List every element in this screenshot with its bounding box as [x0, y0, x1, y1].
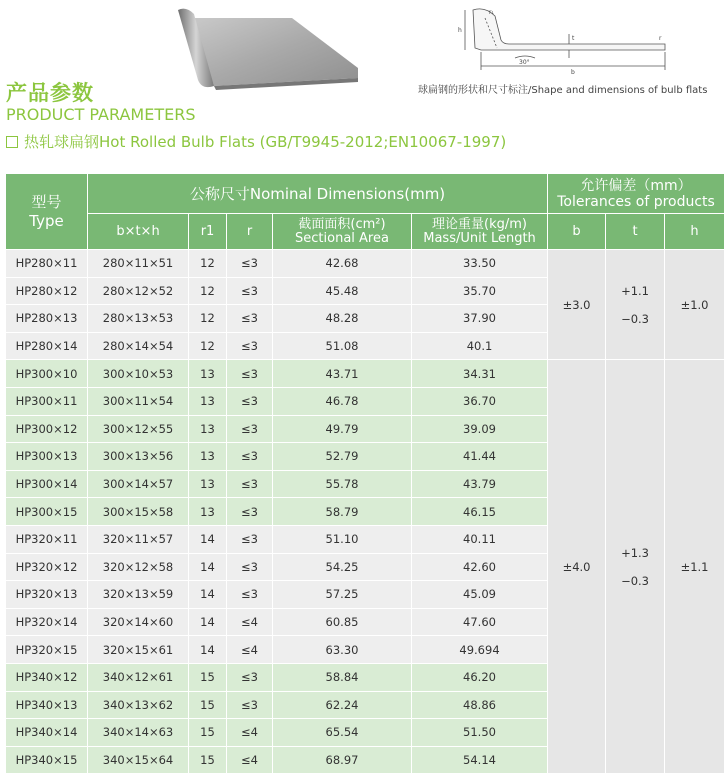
r1-header: r1 — [189, 214, 227, 250]
spec-table-body — [6, 250, 725, 774]
checkbox-icon — [6, 136, 18, 148]
type-cell: HP300×14 — [6, 470, 88, 498]
r-cell: ≤3 — [227, 332, 273, 360]
diagram-label-t: t — [572, 35, 575, 42]
bth-cell: 340×12×61 — [88, 663, 189, 691]
type-cell: HP300×15 — [6, 498, 88, 526]
r1-cell: 14 — [189, 525, 227, 553]
tolerances-header-en: Tolerances of products — [557, 193, 715, 210]
type-cell: HP340×15 — [6, 746, 88, 774]
bth-cell: 280×11×51 — [88, 250, 189, 278]
area-cell: 46.78 — [273, 387, 412, 415]
type-cell: HP300×11 — [6, 387, 88, 415]
r-header: r — [227, 214, 273, 250]
type-cell: HP280×12 — [6, 277, 88, 305]
r1-cell: 15 — [189, 663, 227, 691]
bth-cell: 300×15×58 — [88, 498, 189, 526]
mass-cell: 54.14 — [412, 746, 548, 774]
mass-header-cn: 理论重量(kg/m) — [432, 216, 527, 232]
type-header-en: Type — [29, 211, 64, 230]
bth-header: b×t×h — [88, 214, 189, 250]
bth-cell: 280×14×54 — [88, 332, 189, 360]
r-cell: ≤3 — [227, 691, 273, 719]
r-cell: ≤3 — [227, 498, 273, 526]
bth-cell: 320×12×58 — [88, 553, 189, 581]
type-header-cn: 型号 — [31, 192, 62, 211]
mass-cell: 46.15 — [412, 498, 548, 526]
type-cell: HP280×14 — [6, 332, 88, 360]
diagram-label-r1: r₁ — [489, 9, 494, 16]
tolerance-b-header: b — [548, 214, 606, 250]
type-cell: HP320×13 — [6, 581, 88, 609]
tolerance-h-cell: ±1.0 — [665, 250, 725, 360]
r1-cell: 13 — [189, 470, 227, 498]
r-cell: ≤3 — [227, 470, 273, 498]
r-cell: ≤4 — [227, 608, 273, 636]
r-cell: ≤3 — [227, 415, 273, 443]
mass-cell: 49.694 — [412, 636, 548, 664]
bth-cell: 300×11×54 — [88, 387, 189, 415]
bth-cell: 340×13×62 — [88, 691, 189, 719]
area-cell: 48.28 — [273, 305, 412, 333]
r-cell: ≤4 — [227, 636, 273, 664]
r-cell: ≤3 — [227, 387, 273, 415]
bth-cell: 300×12×55 — [88, 415, 189, 443]
table-row — [6, 360, 725, 388]
table-row — [6, 250, 725, 278]
sectional-area-header-cn: 截面面积(cm²) — [298, 216, 386, 232]
area-cell: 52.79 — [273, 443, 412, 471]
tolerances-header — [548, 174, 725, 214]
area-cell: 51.10 — [273, 525, 412, 553]
r-cell: ≤3 — [227, 250, 273, 278]
area-cell: 68.97 — [273, 746, 412, 774]
tolerance-t-plus: +1.3 — [621, 545, 650, 560]
tolerance-b-cell: ±4.0 — [548, 360, 606, 774]
r-cell: ≤3 — [227, 305, 273, 333]
tolerance-t-minus: −0.3 — [621, 573, 650, 588]
page-title-cn: 产品参数 — [6, 81, 94, 105]
diagram-label-b: b — [571, 69, 575, 76]
bth-cell: 300×10×53 — [88, 360, 189, 388]
mass-header — [412, 214, 548, 250]
mass-header-en: Mass/Unit Length — [423, 230, 536, 246]
r1-cell: 12 — [189, 250, 227, 278]
r-cell: ≤3 — [227, 277, 273, 305]
area-cell: 65.54 — [273, 719, 412, 747]
tolerance-h-cell: ±1.1 — [665, 360, 725, 774]
tolerances-header-cn: 允许偏差（mm） — [580, 177, 692, 194]
type-cell: HP280×13 — [6, 305, 88, 333]
bth-cell: 340×14×63 — [88, 719, 189, 747]
type-cell: HP320×14 — [6, 608, 88, 636]
type-cell: HP320×12 — [6, 553, 88, 581]
r1-cell: 14 — [189, 553, 227, 581]
bth-cell: 320×14×60 — [88, 608, 189, 636]
tolerance-t-minus: −0.3 — [621, 311, 650, 326]
bth-cell: 320×11×57 — [88, 525, 189, 553]
spec-table — [5, 173, 725, 774]
area-cell: 62.24 — [273, 691, 412, 719]
area-cell: 58.84 — [273, 663, 412, 691]
diagram-label-angle: 30° — [519, 59, 530, 66]
r-cell: ≤4 — [227, 746, 273, 774]
diagram-caption: 球扁钢的形状和尺寸标注/Shape and dimensions of bulb flats — [418, 85, 708, 96]
r1-cell: 14 — [189, 581, 227, 609]
r-cell: ≤4 — [227, 719, 273, 747]
r-cell: ≤3 — [227, 525, 273, 553]
r1-cell: 15 — [189, 746, 227, 774]
nominal-dimensions-header: 公称尺寸Nominal Dimensions(mm) — [88, 174, 548, 214]
mass-cell: 51.50 — [412, 719, 548, 747]
tolerance-b-cell: ±3.0 — [548, 250, 606, 360]
bth-cell: 320×13×59 — [88, 581, 189, 609]
type-cell: HP320×15 — [6, 636, 88, 664]
type-cell: HP280×11 — [6, 250, 88, 278]
tolerance-h-header: h — [665, 214, 725, 250]
type-cell: HP300×13 — [6, 443, 88, 471]
r1-cell: 12 — [189, 305, 227, 333]
bulb-flat-dimension-diagram — [445, 4, 675, 76]
r-cell: ≤3 — [227, 443, 273, 471]
mass-cell: 40.11 — [412, 525, 548, 553]
mass-cell: 41.44 — [412, 443, 548, 471]
area-cell: 43.71 — [273, 360, 412, 388]
mass-cell: 35.70 — [412, 277, 548, 305]
area-cell: 60.85 — [273, 608, 412, 636]
bth-cell: 280×12×52 — [88, 277, 189, 305]
diagram-label-h: h — [458, 27, 462, 34]
area-cell: 55.78 — [273, 470, 412, 498]
mass-cell: 34.31 — [412, 360, 548, 388]
product-subtitle-text: 热轧球扁钢Hot Rolled Bulb Flats (GB/T9945-2012;EN10067-1997) — [24, 133, 507, 151]
r-cell: ≤3 — [227, 581, 273, 609]
r1-cell: 14 — [189, 636, 227, 664]
mass-cell: 48.86 — [412, 691, 548, 719]
diagram-label-r: r — [659, 35, 662, 42]
r1-cell: 15 — [189, 691, 227, 719]
r1-cell: 12 — [189, 332, 227, 360]
bth-cell: 280×13×53 — [88, 305, 189, 333]
type-cell: HP300×12 — [6, 415, 88, 443]
mass-cell: 43.79 — [412, 470, 548, 498]
tolerance-t-cell — [606, 360, 665, 774]
type-cell: HP340×13 — [6, 691, 88, 719]
mass-cell: 42.60 — [412, 553, 548, 581]
mass-cell: 36.70 — [412, 387, 548, 415]
r-cell: ≤3 — [227, 663, 273, 691]
area-cell: 49.79 — [273, 415, 412, 443]
mass-cell: 47.60 — [412, 608, 548, 636]
mass-cell: 40.1 — [412, 332, 548, 360]
bulb-flat-product-image — [172, 4, 362, 92]
page-title-en: PRODUCT PARAMETERS — [6, 105, 196, 124]
r1-cell: 15 — [189, 719, 227, 747]
sectional-area-header — [273, 214, 412, 250]
tolerance-t-header: t — [606, 214, 665, 250]
r-cell: ≤3 — [227, 553, 273, 581]
mass-cell: 33.50 — [412, 250, 548, 278]
r1-cell: 13 — [189, 387, 227, 415]
area-cell: 42.68 — [273, 250, 412, 278]
r1-cell: 13 — [189, 443, 227, 471]
r-cell: ≤3 — [227, 360, 273, 388]
bth-cell: 300×13×56 — [88, 443, 189, 471]
type-cell: HP340×12 — [6, 663, 88, 691]
r1-cell: 12 — [189, 277, 227, 305]
r1-cell: 13 — [189, 498, 227, 526]
area-cell: 45.48 — [273, 277, 412, 305]
type-header — [6, 174, 88, 250]
bth-cell: 340×15×64 — [88, 746, 189, 774]
mass-cell: 45.09 — [412, 581, 548, 609]
r1-cell: 13 — [189, 415, 227, 443]
type-cell: HP340×14 — [6, 719, 88, 747]
area-cell: 57.25 — [273, 581, 412, 609]
type-cell: HP300×10 — [6, 360, 88, 388]
area-cell: 63.30 — [273, 636, 412, 664]
area-cell: 54.25 — [273, 553, 412, 581]
type-cell: HP320×11 — [6, 525, 88, 553]
sectional-area-header-en: Sectional Area — [295, 230, 389, 246]
bth-cell: 320×15×61 — [88, 636, 189, 664]
mass-cell: 39.09 — [412, 415, 548, 443]
r1-cell: 14 — [189, 608, 227, 636]
tolerance-t-plus: +1.1 — [621, 283, 650, 298]
area-cell: 58.79 — [273, 498, 412, 526]
area-cell: 51.08 — [273, 332, 412, 360]
mass-cell: 46.20 — [412, 663, 548, 691]
hero-section — [0, 0, 728, 170]
bth-cell: 300×14×57 — [88, 470, 189, 498]
product-subtitle — [6, 131, 506, 152]
mass-cell: 37.90 — [412, 305, 548, 333]
tolerance-t-cell — [606, 250, 665, 360]
r1-cell: 13 — [189, 360, 227, 388]
